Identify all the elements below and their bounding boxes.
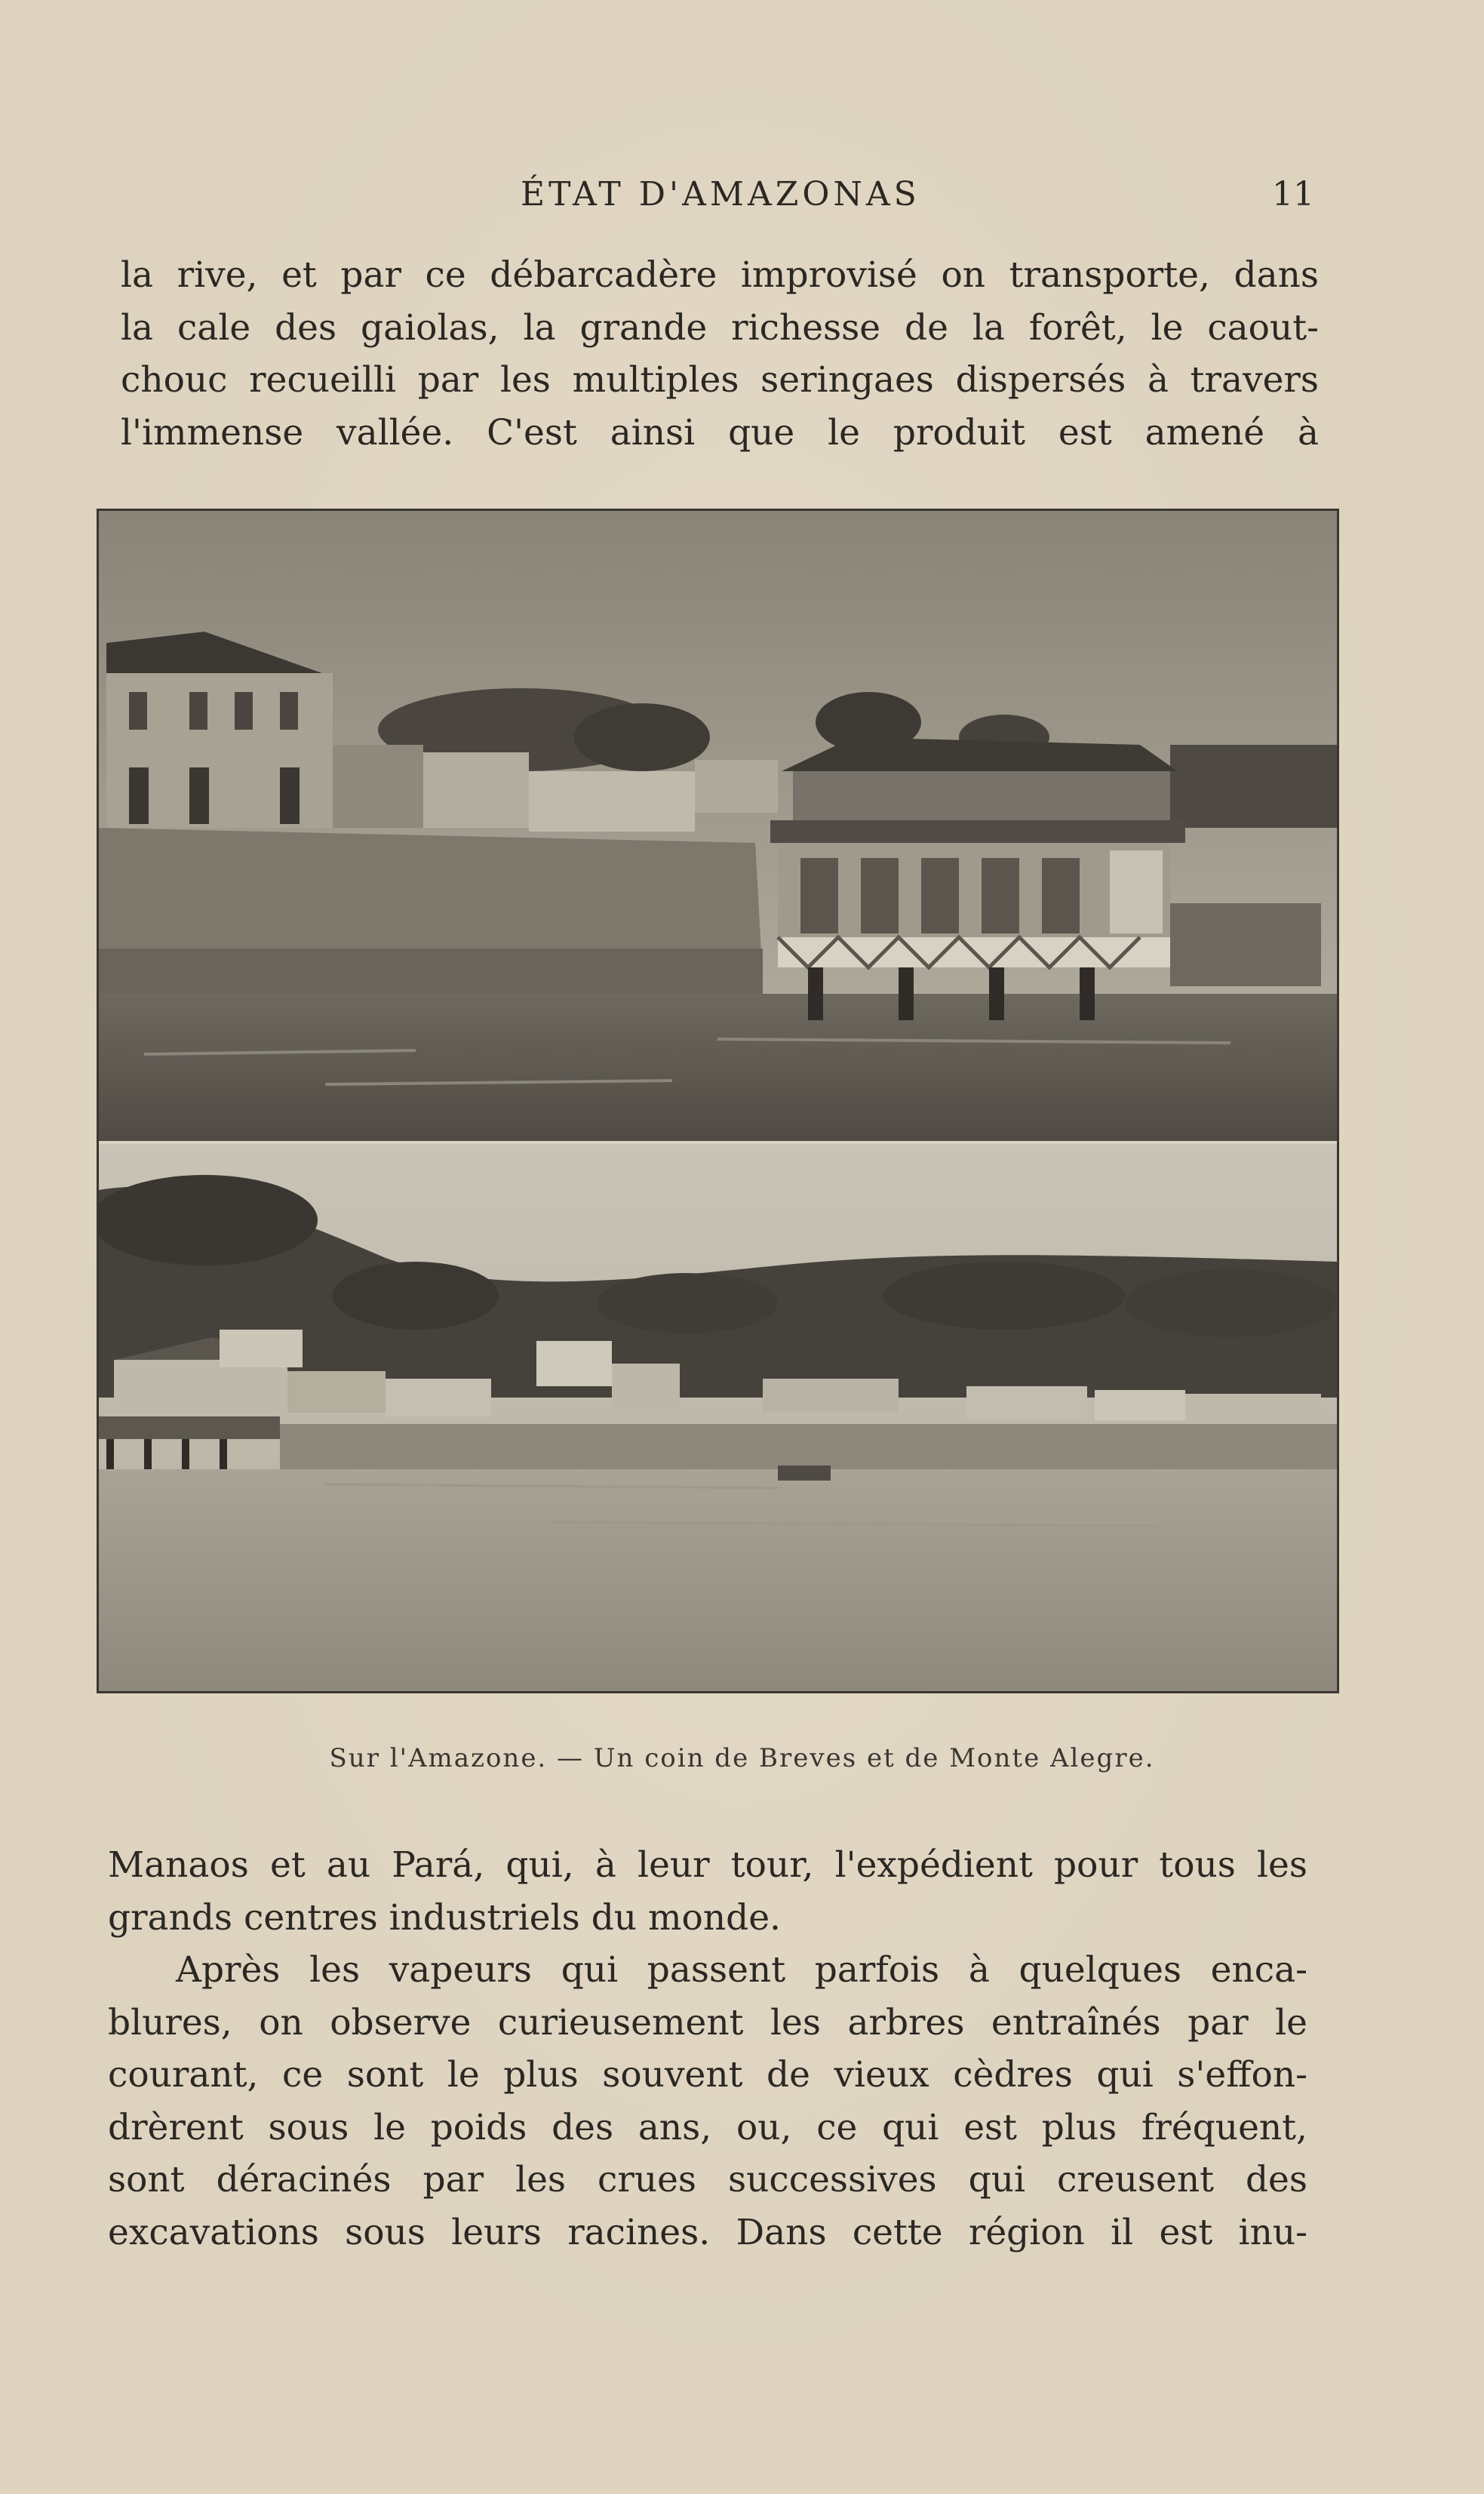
text-line: excavations sous leurs racines. Dans cette région il est inu- [108, 2211, 1307, 2253]
text-line: courant, ce sont le plus souvent de vieux cèdres qui s'effon- [108, 2054, 1307, 2096]
photo-monte-alegre [99, 1144, 1337, 1691]
text-line: chouc recueilli par les multiples seringaes dispersés à travers [121, 359, 1319, 401]
text-line: drèrent sous le poids des ans, ou, ce qui est plus fréquent, [108, 2106, 1307, 2148]
running-title: ÉTAT D'AMAZONAS [521, 175, 920, 214]
text-line: l'immense vallée. C'est ainsi que le produit est amené à [121, 411, 1319, 454]
text-line: la rive, et par ce débarcadère improvisé on transporte, dans [121, 254, 1319, 296]
paragraph-top [121, 249, 1319, 459]
text-line: Après les vapeurs qui passent parfois à quelques enca- [176, 1949, 1307, 1991]
photo-plate [97, 509, 1339, 1693]
figure-caption: Sur l'Amazone. — Un coin de Breves et de Monte Alegre. [329, 1743, 1155, 1773]
text-line: blures, on observe curieusement les arbres entraînés par le [108, 2001, 1307, 2043]
page-number: 11 [1272, 175, 1314, 214]
running-head [0, 175, 1484, 220]
text-line: grands centres industriels du monde. [108, 1896, 781, 1939]
paragraph-bottom [108, 1839, 1307, 2259]
photo-breves [99, 511, 1337, 1141]
text-line: Manaos et au Pará, qui, à leur tour, l'expédient pour tous les [108, 1844, 1307, 1886]
text-line: sont déracinés par les crues successives qui creusent des [108, 2159, 1307, 2200]
text-line: la cale des gaiolas, la grande richesse de la forêt, le caout- [121, 306, 1319, 349]
